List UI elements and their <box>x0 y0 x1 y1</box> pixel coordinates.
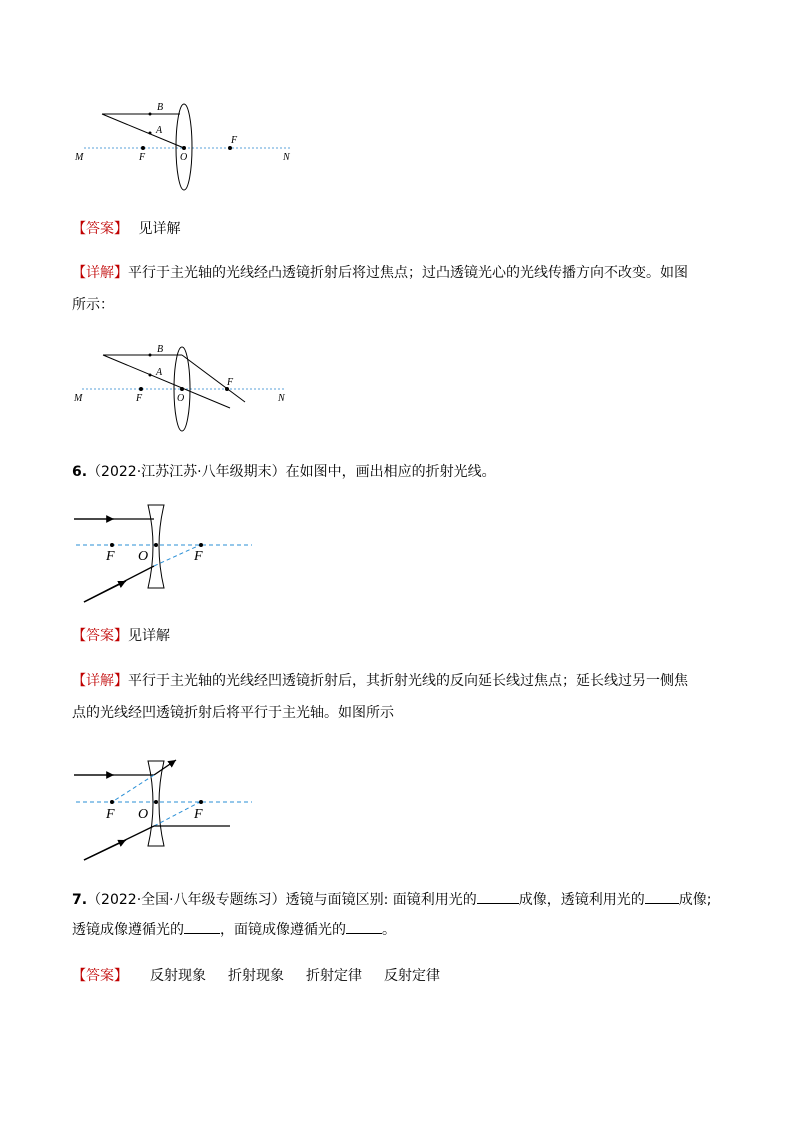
question-source: （2022·江苏江苏·八年级期末） <box>87 464 286 480</box>
focus-left-dot <box>110 543 114 547</box>
answer-7 <box>72 966 440 986</box>
answer-blank-1[interactable] <box>477 889 519 904</box>
question-text: ，面镜成像遵循光的 <box>220 922 346 938</box>
detail-text: 平行于主光轴的光线经凸透镜折射后将过焦点；过凸透镜光心的光线传播方向不改变。如图 <box>128 265 688 281</box>
answer-blank-4[interactable] <box>346 919 382 934</box>
label-b: B <box>157 102 164 113</box>
reverse-extension <box>112 775 154 802</box>
answer-item-4: 反射定律 <box>384 968 440 984</box>
question-6 <box>72 462 496 482</box>
question-text: 透镜与面镜区别: 面镜利用光的 <box>285 892 477 908</box>
label-o: O <box>138 807 149 822</box>
label-o: O <box>177 393 185 404</box>
focus-right-dot <box>199 800 203 804</box>
ray-refracted <box>182 355 245 402</box>
answer-5 <box>72 219 180 239</box>
label-m: M <box>74 393 83 404</box>
focus-left-dot <box>139 387 143 391</box>
point-b <box>149 113 152 116</box>
detail-text-cont: 所示： <box>72 297 114 313</box>
label-m: M <box>75 152 84 163</box>
question-source: （2022·全国·八年级专题练习） <box>87 892 286 908</box>
answer-tag: 【答案】 <box>72 221 128 237</box>
question-text: 在如图中，画出相应的折射光线。 <box>285 464 496 480</box>
optical-center-dot <box>182 146 186 150</box>
point-a <box>149 374 152 377</box>
focus-left-dot <box>141 146 145 150</box>
question-text: 。 <box>382 922 396 938</box>
detail-text: 平行于主光轴的光线经凹透镜折射后，其折射光线的反向延长线过焦点；延长线过另一侧焦 <box>128 673 688 689</box>
detail-6-line2 <box>72 703 394 723</box>
convex-lens-figure-question <box>70 95 300 195</box>
answer-tag: 【答案】 <box>72 968 128 984</box>
ray-through-center <box>102 114 184 148</box>
answer-blank-2[interactable] <box>645 889 679 904</box>
focus-right-dot <box>199 543 203 547</box>
label-o: O <box>138 549 149 564</box>
ray-through-center <box>103 355 230 408</box>
label-a: A <box>156 367 163 378</box>
incident-ray-toward-focus-arrow <box>84 581 126 602</box>
answer-blank-3[interactable] <box>184 919 220 934</box>
label-o: O <box>180 152 188 163</box>
question-text: 成像，透镜利用光的 <box>518 892 645 908</box>
detail-5-line2 <box>72 295 114 315</box>
detail-5-line1 <box>72 263 688 283</box>
optical-center-dot <box>154 543 158 547</box>
label-f-right: F <box>231 135 238 146</box>
optical-center-dot <box>180 387 184 391</box>
label-f-left: F <box>106 807 115 822</box>
question-text: 透镜成像遵循光的 <box>72 922 184 938</box>
answer-item-3: 折射定律 <box>306 968 362 984</box>
answer-6 <box>72 626 170 646</box>
concave-lens-figure-answer <box>70 756 260 866</box>
question-7-line1 <box>72 889 711 910</box>
detail-text-cont: 点的光线经凹透镜折射后将平行于主光轴。如图所示 <box>72 705 394 721</box>
question-number: 6. <box>72 464 88 480</box>
point-b <box>149 354 152 357</box>
detail-6-line1 <box>72 671 688 691</box>
label-f-left: F <box>139 152 146 163</box>
question-text: 成像; <box>678 892 712 908</box>
detail-tag: 【详解】 <box>72 265 128 281</box>
focus-left-dot <box>110 800 114 804</box>
label-a: A <box>156 125 163 136</box>
point-a <box>149 132 152 135</box>
concave-lens-figure-question <box>70 500 260 610</box>
refracted-ray-diverging <box>154 760 176 775</box>
label-f-right: F <box>194 807 203 822</box>
question-number: 7. <box>72 892 88 908</box>
label-n: N <box>283 152 290 163</box>
label-f-right: F <box>227 377 234 388</box>
label-b: B <box>157 344 164 355</box>
incident-ray-toward-focus-arrow <box>84 840 126 860</box>
label-f-left: F <box>136 393 143 404</box>
label-f-right: F <box>194 549 203 564</box>
answer-text: 见详解 <box>128 628 170 644</box>
detail-tag: 【详解】 <box>72 673 128 689</box>
label-f-left: F <box>106 549 115 564</box>
answer-tag: 【答案】 <box>72 628 128 644</box>
question-7-line2 <box>72 919 396 940</box>
optical-center-dot <box>154 800 158 804</box>
answer-item-2: 折射现象 <box>228 968 284 984</box>
answer-item-1: 反射现象 <box>150 968 206 984</box>
label-n: N <box>278 393 285 404</box>
convex-lens-figure-answer <box>70 340 300 440</box>
answer-text: 见详解 <box>138 221 181 237</box>
focus-right-dot <box>228 146 232 150</box>
